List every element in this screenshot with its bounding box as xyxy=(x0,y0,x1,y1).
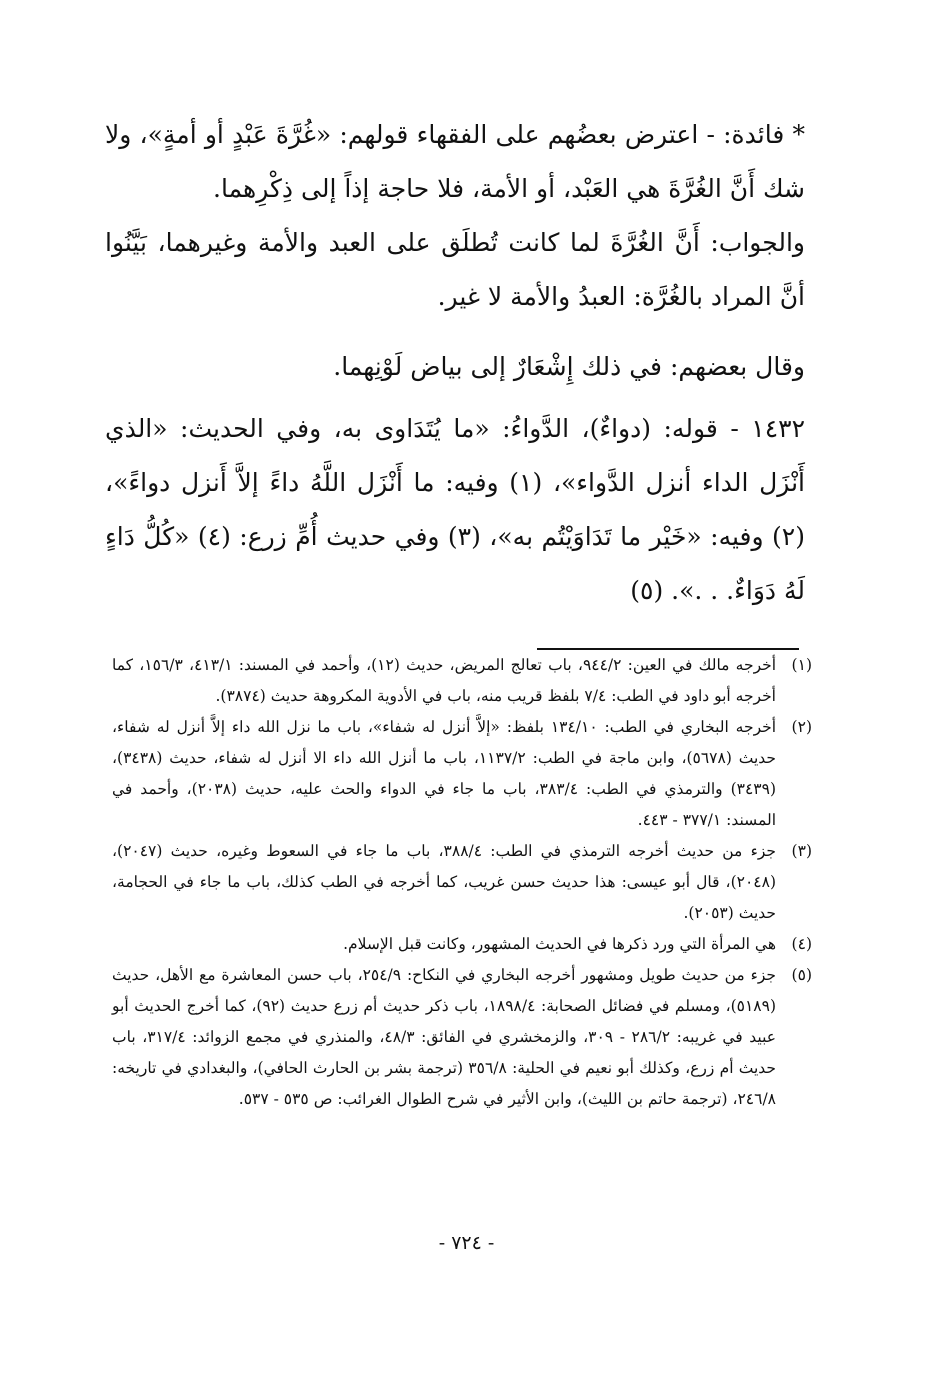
footnote-text: هي المرأة التي ورد ذكرها في الحديث المشهور، وكانت قبل الإسلام. xyxy=(343,935,776,953)
footnote-3 xyxy=(112,836,812,929)
footnote-number: (٢) xyxy=(791,718,812,736)
footnote-text: جزء من حديث أخرجه الترمذي في الطب: ٣٨٨/٤، باب ما جاء في السعوط وغيره، حديث (٢٠٤٧)، (٢٠٤٨)، قال أبو عيسى: هذا حديث حسن غريب، كما أخرجه في الطب كذلك، باب ما جاء في الحجامة، حديث (٢٠٥٣). xyxy=(112,842,776,922)
paragraph-some-said: وقال بعضهم: في ذلك إِشْعَارٌ إلى بياض لَوْنِهما. xyxy=(333,352,805,381)
footnote-text: أخرجه البخاري في الطب: ١٣٤/١٠ بلفظ: «إلاَّ أنزل له شفاء»، باب ما نزل الله داء إلاَّ أنزل له شفاء، حديث (٥٦٧٨)، وابن ماجة في الطب: ١١٣٧/٢، باب ما أنزل الله داء الا أنزل له شفاء، حديث (٣٤٣٨)، (٣٤٣٩) والترمذي في الطب: ٣٨٣/٤، باب ما جاء في الدواء والحث عليه، حديث (٢٠٣٨)، وأحمد في المسند: ٣٧٧/١ - ٤٤٣. xyxy=(112,718,777,829)
footnote-number: (٥) xyxy=(791,966,812,984)
footnote-text: جزء من حديث طويل ومشهور أخرجه البخاري في النكاح: ٢٥٤/٩، باب حسن المعاشرة مع الأهل، حديث (٥١٨٩)، ومسلم في فضائل الصحابة: ١٨٩٨/٤، باب ذكر حديث أم زرع حديث (٩٢)، كما أخرج الحديث أبو عبيد في غريبه: ٢٨٦/٢ - ٣٠٩، والزمخشري في الفائق: ٤٨/٣، والمنذري في مجمع الزوائد: ٣١٧/٤، باب حديث أم زرع، وكذلك أبو نعيم في الحلية: ٣٥٦/٨ (ترجمة بشر بن الحارث الحافي)، والبغدادي في تاريخه: ٢٤٦/٨، (ترجمة حاتم بن الليث)، وابن الأثير في شرح الطوال الغرائب: ص ٥٣٥ - ٥٣٧. xyxy=(112,966,777,1108)
footnote-number: (١) xyxy=(791,656,812,674)
footnote-1 xyxy=(112,650,812,712)
page-number: - ٧٢٤ - xyxy=(438,1232,495,1254)
paragraph-entry-1432: ١٤٣٢ - قوله: (دواءٌ)، الدَّواءُ: «ما يُتَدَاوى به، وفي الحديث: «الذي أَنْزَل الداء أنزل الدَّواء»، (١) وفيه: ما أَنْزَل اللَّهُ داءً إلاَّ أَنزل دواءً»، (٢) وفيه: «خَيْر ما تَدَاوَيْتُم به»، (٣) وفي حديث أُمِّ زرع: (٤) «كُلُّ دَاءٍ لَهُ دَوَاءٌ. . .». (٥) xyxy=(105,414,805,605)
footnotes xyxy=(112,650,812,1115)
paragraph-faida: * فائدة: - اعترض بعضُهم على الفقهاء قولهم: «غُرَّةَ عَبْدٍ أو أمةٍ»، ولا شك أَنَّ الغُرَّةَ هي العَبْد، أو الأمة، فلا حاجة إذاً إلى ذِكْرِهما. xyxy=(105,120,805,203)
footnote-5 xyxy=(112,960,812,1115)
footnote-4 xyxy=(112,929,812,960)
paragraph-answer: والجواب: أَنَّ الغُرَّةَ لما كانت تُطلَق على العبد والأمة وغيرهما، بَيَّنُوا أنَّ المراد بالغُرَّة: العبدُ والأمة لا غير. xyxy=(105,228,805,311)
footnote-2 xyxy=(112,712,812,836)
footnote-number: (٣) xyxy=(791,842,812,860)
footnote-text: أخرجه مالك في العين: ٩٤٤/٢، باب تعالج المريض، حديث (١٢)، وأحمد في المسند: ٤١٣/١، ١٥٦/٣، كما أخرجه أبو داود في الطب: ٧/٤ بلفظ قريب منه، باب في الأدوية المكروهة حديث (٣٨٧٤). xyxy=(112,656,777,705)
footnote-number: (٤) xyxy=(791,935,812,953)
